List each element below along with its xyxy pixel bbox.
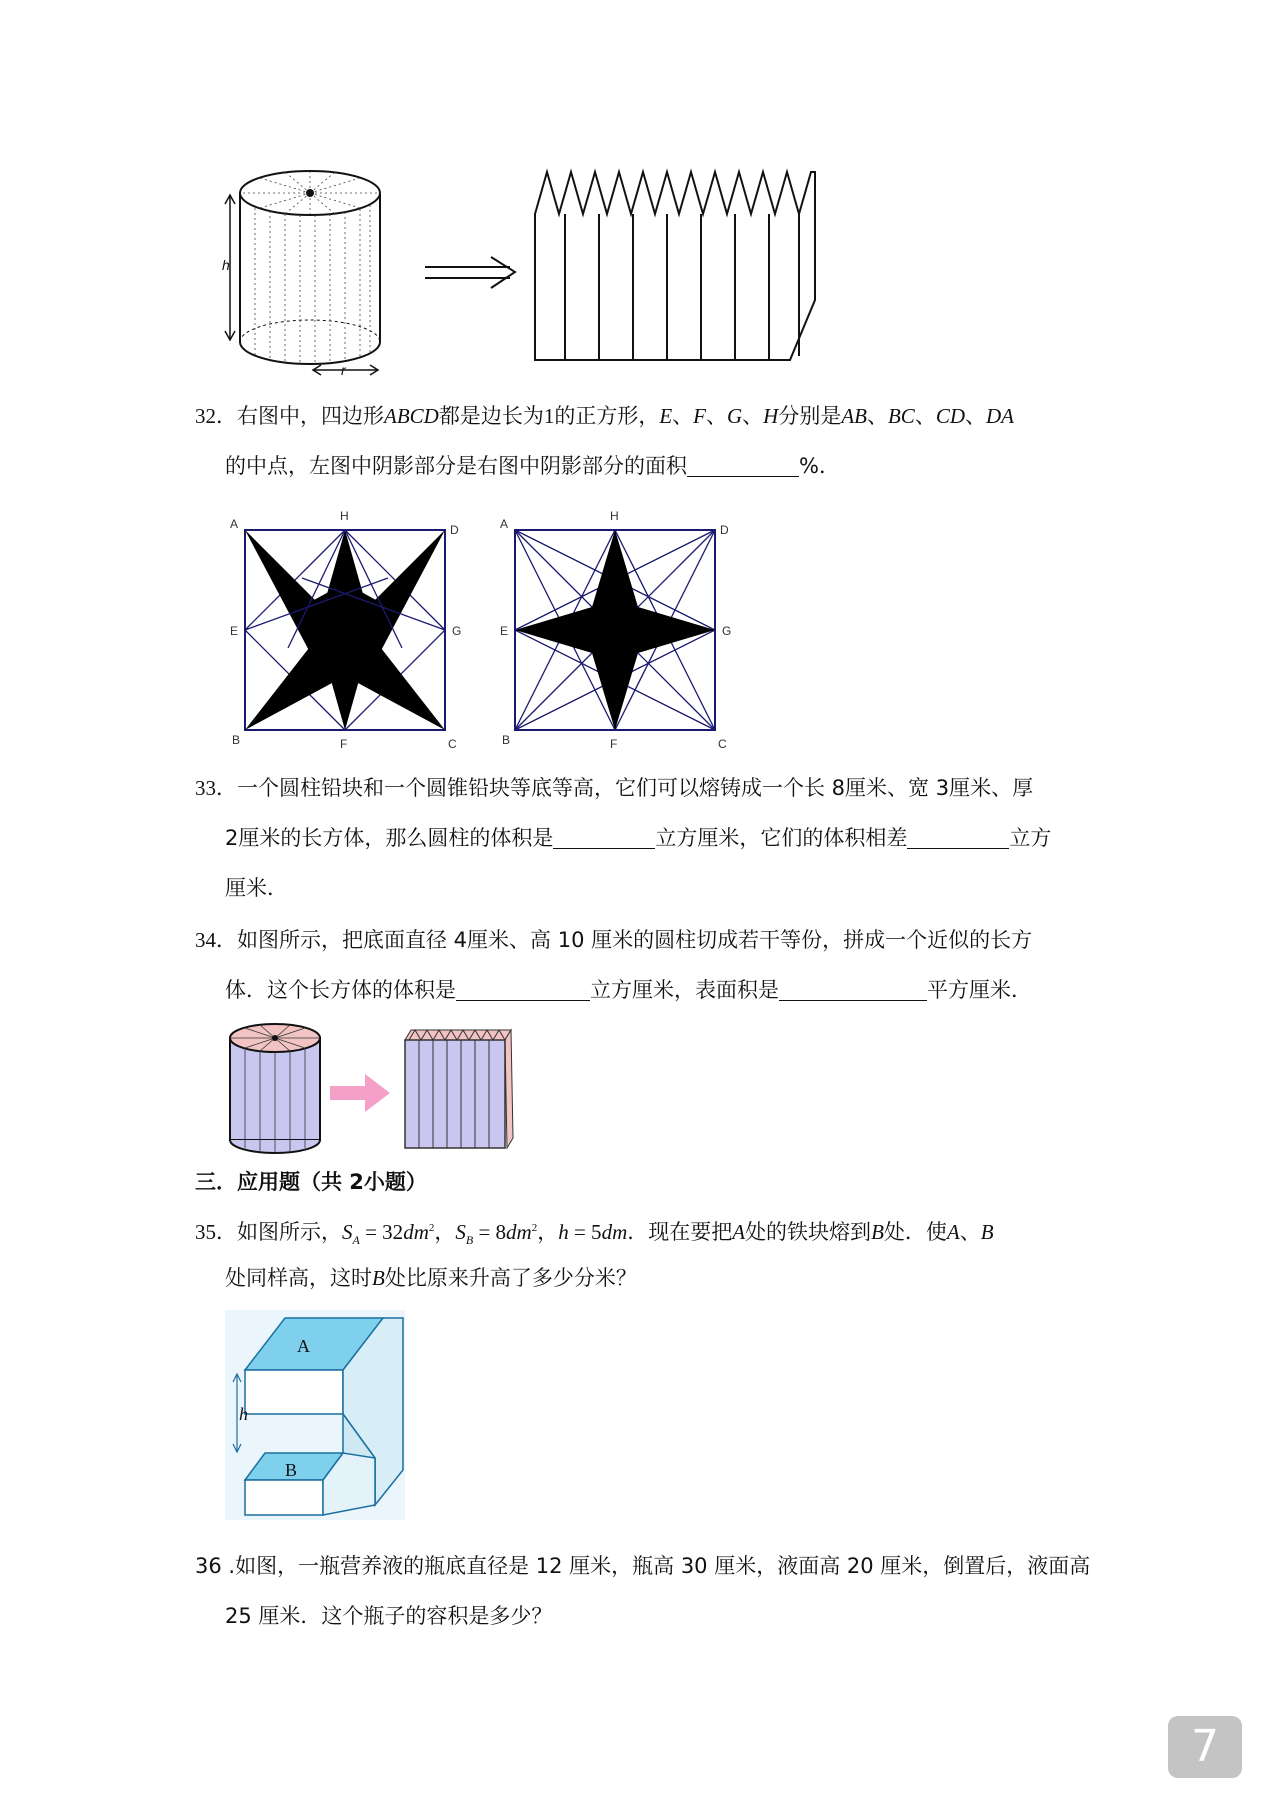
q32-line1: 32．右图中，四边形ABCD都是边长为1的正方形，E、F、G、H分别是AB、BC、CD、DA (195, 404, 1015, 428)
region-A-label: A (297, 1336, 310, 1356)
h-label: h (239, 1404, 248, 1424)
page-number-badge: 7 (1168, 1716, 1242, 1778)
label-B-right: B (502, 733, 511, 747)
q33-cylinder-volume-blank[interactable] (553, 826, 655, 849)
label-A-left: A (230, 517, 239, 531)
q35-line1: 35．如图所示，$S_A = 32dm^2$，$S_B = 8dm^2$，h = 5dm．现在要把A处的铁块熔到B处．使A、B (195, 1220, 994, 1248)
q34-color-figure (225, 1018, 555, 1153)
prism-shape (535, 172, 815, 360)
label-G-right: G (722, 624, 732, 638)
h-label: h (222, 257, 230, 273)
label-E-right: E (500, 624, 509, 638)
q34-line2: 体．这个长方体的体积是 立方厘米，表面积是 平方厘米． (225, 978, 1032, 1002)
label-F-right: F (610, 737, 618, 751)
q36-line2: 25 厘米．这个瓶子的容积是多少？ (225, 1604, 553, 1628)
right-star-square (500, 509, 731, 751)
q34-volume-blank[interactable] (456, 978, 590, 1001)
label-H-right: H (610, 509, 619, 523)
q34-line1: 34．如图所示，把底面直径 4厘米、高 10 厘米的圆柱切成若干等份，拼成一个近似的长方 (195, 928, 1033, 952)
q36-line1: 36 .如图，一瓶营养液的瓶底直径是 12 厘米，瓶高 30 厘米，液面高 20 厘米，倒置后，液面高 (195, 1554, 1091, 1578)
q33-line1: 33．一个圆柱铅块和一个圆锥铅块等底等高，它们可以熔铸成一个长 8厘米、宽 3厘米、厚 (195, 776, 1034, 800)
label-C-right: C (718, 737, 727, 751)
q35-container-figure (225, 1310, 415, 1525)
label-B-left: B (232, 733, 241, 747)
label-C-left: C (448, 737, 457, 751)
section3-heading: 三．应用题（共 2小题） (195, 1170, 427, 1194)
cylinder-to-prism-figure (222, 160, 865, 380)
label-F-left: F (340, 737, 348, 751)
label-D-right: D (720, 523, 729, 537)
label-D-left: D (450, 523, 459, 537)
region-B-label: B (285, 1460, 298, 1480)
label-A-right: A (500, 517, 509, 531)
q32-line2: 的中点，左图中阴影部分是右图中阴影部分的面积 %． (225, 454, 840, 478)
q32-star-figures (228, 508, 748, 758)
r-label: r (341, 362, 346, 378)
q34-surface-blank[interactable] (779, 978, 927, 1001)
label-G-left: G (452, 624, 462, 638)
left-star-square (230, 509, 461, 751)
q33-line3: 厘米． (225, 876, 288, 900)
q32-answer-blank[interactable] (687, 454, 799, 477)
q33-line2: 2厘米的长方体，那么圆柱的体积是 立方厘米，它们的体积相差 立方 (225, 826, 1052, 850)
label-H-left: H (340, 509, 349, 523)
label-E-left: E (230, 624, 239, 638)
q33-difference-blank[interactable] (907, 826, 1009, 849)
q35-line2: 处同样高，这时B处比原来升高了多少分米？ (225, 1266, 637, 1290)
